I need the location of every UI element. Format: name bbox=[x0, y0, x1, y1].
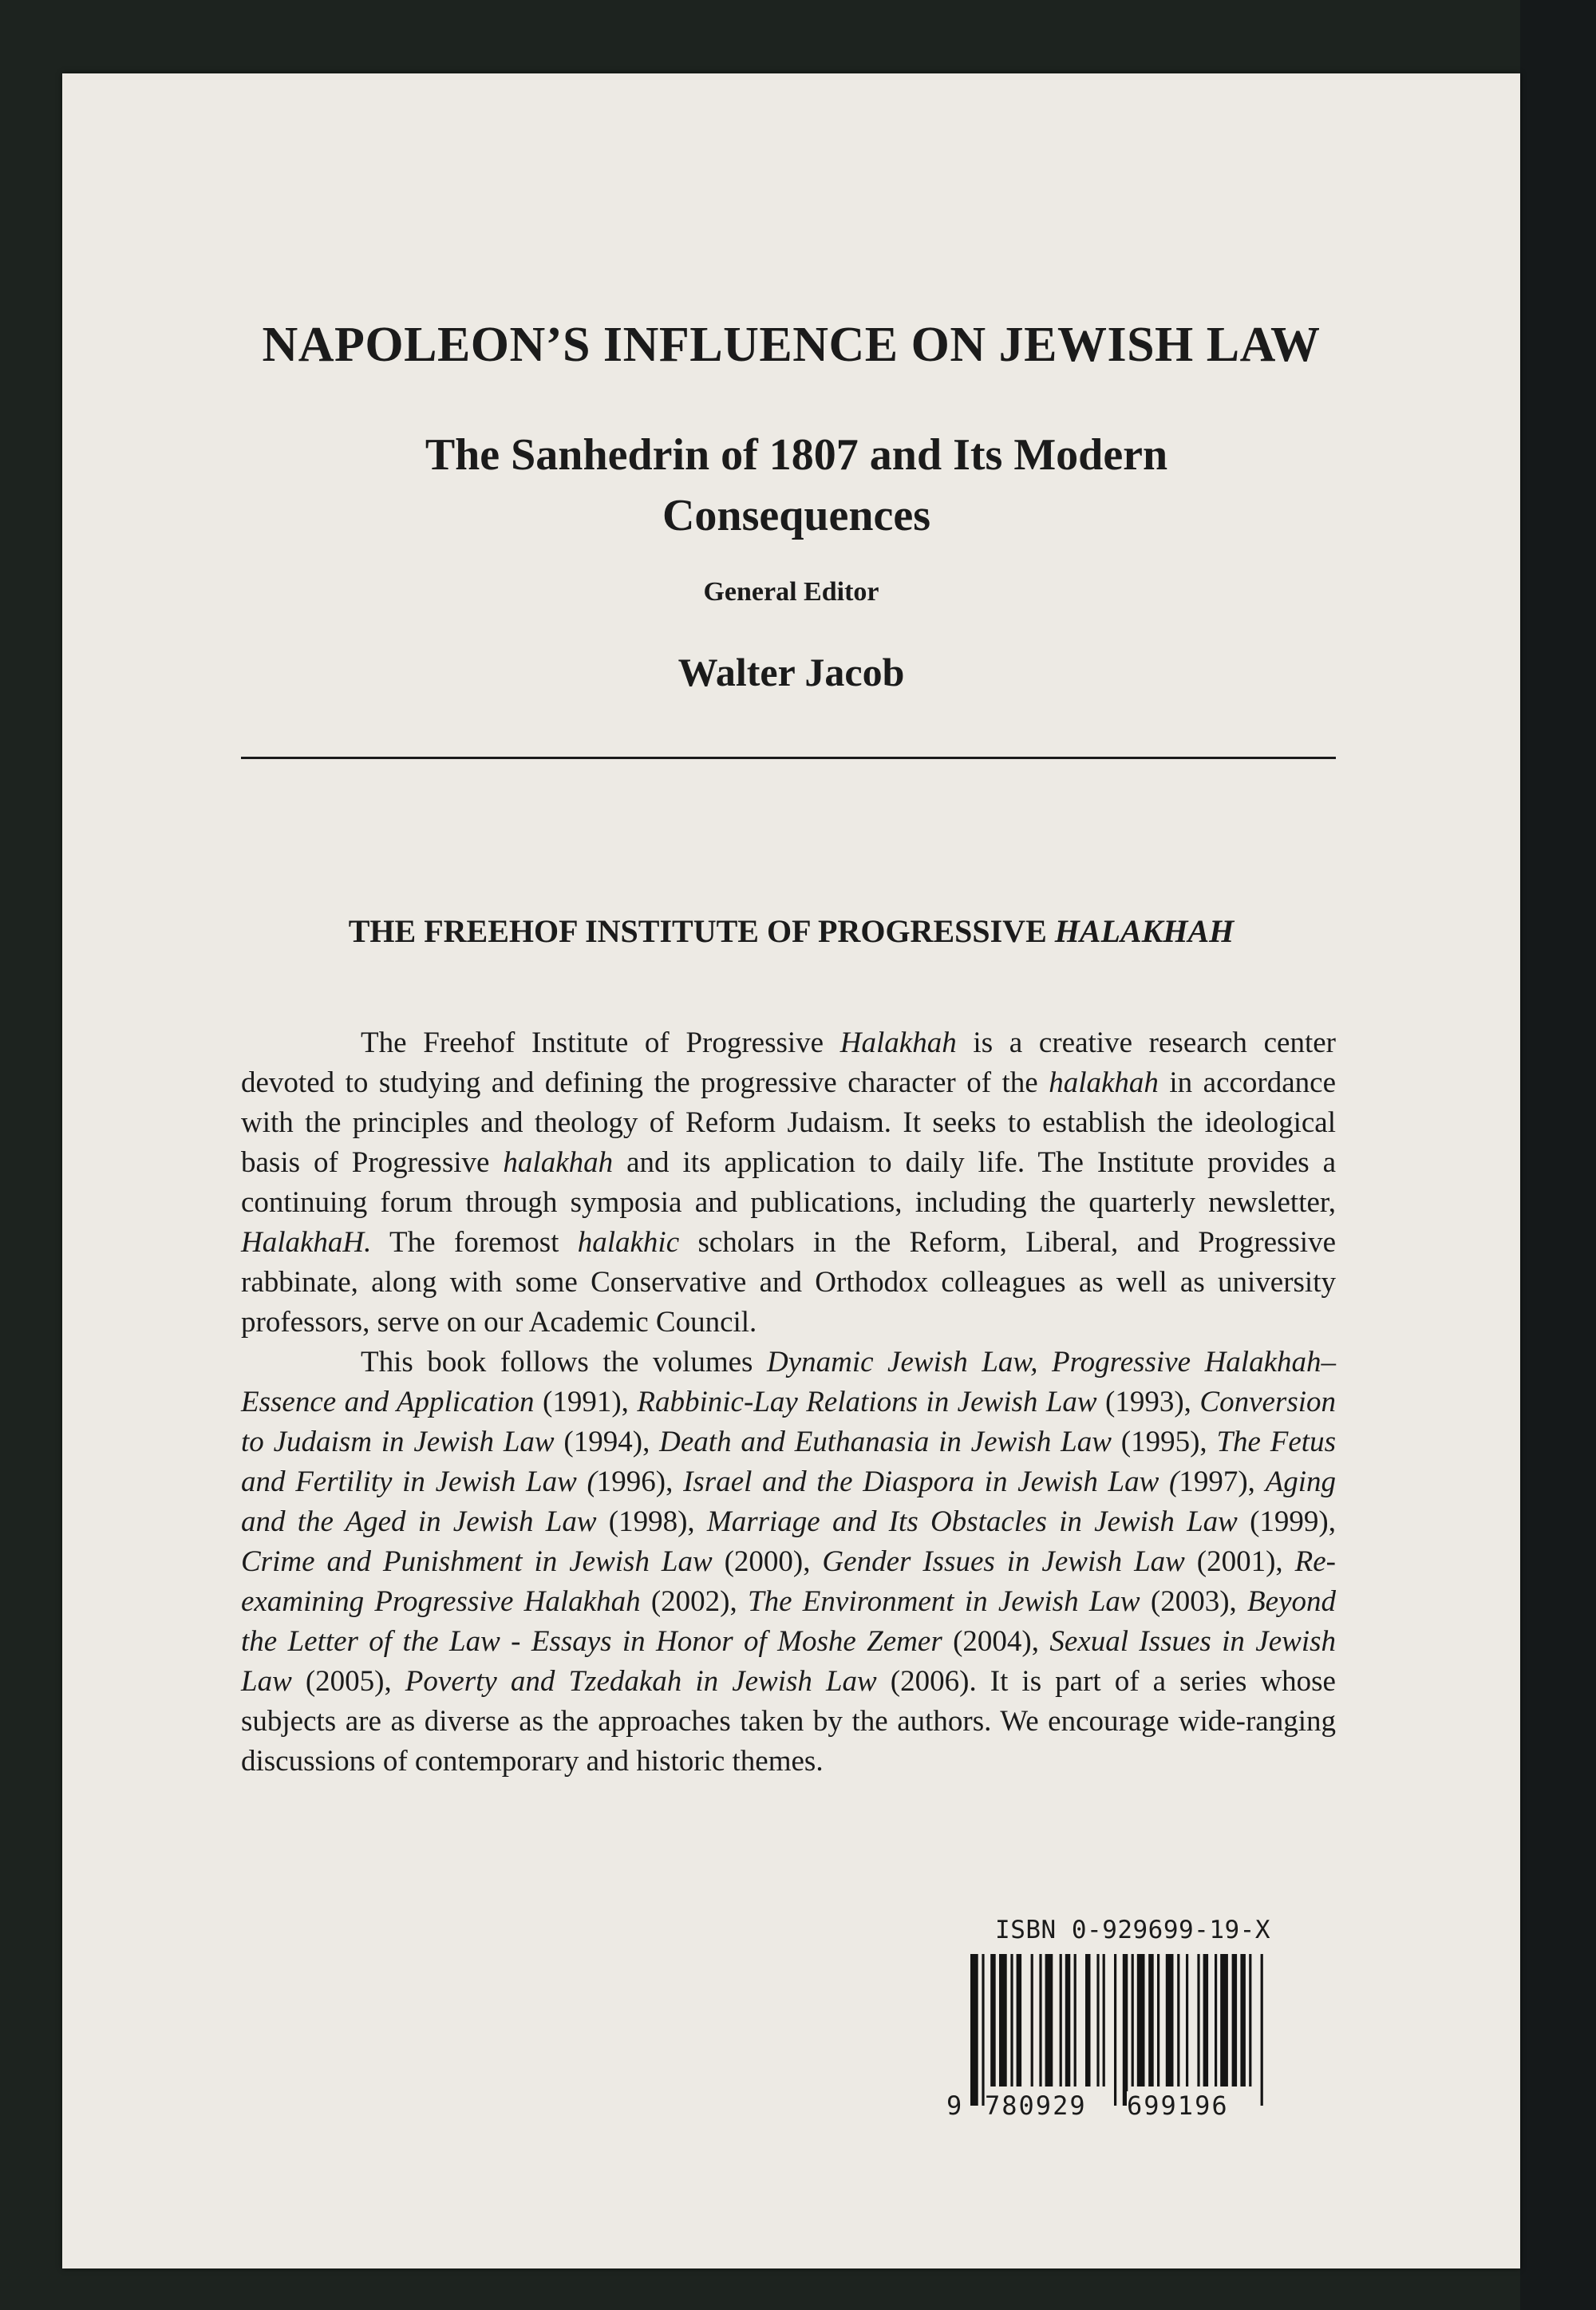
italic-title-run: Rabbinic-Lay Relations in Jewish Law bbox=[637, 1386, 1097, 1418]
text-run: (2006). It is part of a series whose subjects are as diverse as the approaches taken by the authors. We encourage wide-ranging discussions of contemporary and historic themes. bbox=[241, 1665, 1336, 1778]
italic-title-run: The Environment in Jewish Law bbox=[748, 1585, 1140, 1618]
barcode-bar bbox=[1186, 1954, 1188, 2087]
barcode-bar bbox=[999, 1954, 1007, 2087]
italic-title-run: Poverty and Tzedakah in Jewish Law bbox=[405, 1665, 877, 1698]
barcode-bar bbox=[1177, 1954, 1179, 2087]
barcode-bar bbox=[1220, 1954, 1228, 2087]
text-run: 1996), bbox=[596, 1466, 684, 1498]
italic-title-run: Beyond the Letter of the Law - Essays in Honor of Moshe Zemer bbox=[241, 1585, 1336, 1658]
barcode-bar bbox=[1240, 1954, 1246, 2087]
barcode-bar bbox=[1031, 1954, 1033, 2087]
editor-label: General Editor bbox=[703, 577, 879, 607]
barcode-digits-right: 699196 bbox=[1127, 2090, 1229, 2121]
barcode-bar bbox=[1039, 1954, 1041, 2087]
text-run: The foremost bbox=[371, 1226, 578, 1259]
isbn-block bbox=[946, 1914, 1274, 2121]
barcode-bar bbox=[1074, 1954, 1077, 2087]
text-run: and its application to daily life. The Institute provides a continuing forum through symposia and publications, including the quarterly newsletter, bbox=[241, 1146, 1337, 1219]
italic-title-run: Aging and the Aged in Jewish Law bbox=[241, 1466, 1337, 1538]
description-body bbox=[241, 1023, 1336, 1782]
italic-title-run: Marriage and Its Obstacles in Jewish Law bbox=[706, 1505, 1238, 1538]
barcode-bar bbox=[1137, 1954, 1145, 2087]
barcode-bar bbox=[1123, 1954, 1128, 2106]
barcode-bar bbox=[1261, 1954, 1263, 2106]
barcode-bar bbox=[1203, 1954, 1209, 2087]
italic-title-run: Gender Issues in Jewish Law bbox=[822, 1545, 1185, 1578]
italic-title-run: Halakhah bbox=[839, 1026, 957, 1059]
barcode-bar bbox=[1166, 1954, 1174, 2087]
barcode-bar bbox=[1197, 1954, 1199, 2087]
barcode-bar bbox=[1157, 1954, 1159, 2087]
book-back-cover bbox=[62, 73, 1520, 2268]
text-run: (2005), bbox=[291, 1665, 405, 1698]
barcode bbox=[946, 1954, 1274, 2121]
barcode-bar bbox=[1103, 1954, 1105, 2087]
book-title: NAPOLEON’S INFLUENCE ON JEWISH LAW bbox=[262, 318, 1321, 372]
dark-backdrop bbox=[1520, 0, 1596, 2310]
text-run: (1994), bbox=[554, 1426, 660, 1458]
book-subtitle: The Sanhedrin of 1807 and Its Modern Consequences bbox=[425, 430, 1168, 540]
italic-title-run: halakhah bbox=[503, 1146, 614, 1179]
text-run: (1991), bbox=[534, 1386, 638, 1418]
text-run: (2003), bbox=[1140, 1585, 1248, 1618]
barcode-bar bbox=[1065, 1954, 1071, 2087]
barcode-bar bbox=[1148, 1954, 1154, 2087]
text-run: (2004), bbox=[942, 1625, 1050, 1658]
text-run: in accordance with the principles and theology of Reform Judaism. It seeks to establish the ideological basis of Progressive bbox=[241, 1066, 1336, 1179]
barcode-digit-first: 9 bbox=[946, 2090, 962, 2121]
barcode-bar bbox=[1114, 1954, 1116, 2106]
barcode-bar bbox=[1085, 1954, 1091, 2087]
text-run: (1999), bbox=[1237, 1505, 1336, 1538]
barcode-bar bbox=[1132, 1954, 1134, 2087]
text-run: (1995), bbox=[1111, 1426, 1217, 1458]
italic-title-run: The Fetus and Fertility in Jewish Law ( bbox=[241, 1426, 1336, 1498]
barcode-bar bbox=[970, 1954, 978, 2106]
text-run: 1997), bbox=[1179, 1466, 1266, 1498]
barcode-bar bbox=[1017, 1954, 1022, 2087]
barcode-bars bbox=[970, 1954, 1266, 2106]
barcode-bar bbox=[1096, 1954, 1099, 2087]
italic-title-run: halakhic bbox=[577, 1226, 680, 1259]
italic-title-run: halakhah bbox=[1049, 1066, 1159, 1099]
book-series-paragraph bbox=[241, 1343, 1336, 1782]
italic-title-run: Dynamic Jewish Law, Progressive Halakhah–Essence and Application bbox=[241, 1346, 1336, 1418]
barcode-bar bbox=[1045, 1954, 1053, 2087]
text-run: scholars in the Reform, Liberal, and Progressive rabbinate, along with some Conservative and Orthodox colleagues as well as university professors, serve on our Academic Council. bbox=[241, 1226, 1336, 1339]
text-run: The Freehof Institute of Progressive bbox=[361, 1026, 840, 1059]
institute-heading-emphasis: HALAKHAH bbox=[1054, 913, 1235, 949]
italic-title-run: Death and Euthanasia in Jewish Law bbox=[659, 1426, 1112, 1458]
institute-heading-text: THE FREEHOF INSTITUTE OF PROGRESSIVE bbox=[348, 913, 1055, 949]
text-run: This book follows the volumes bbox=[361, 1346, 767, 1378]
barcode-bar bbox=[1060, 1954, 1062, 2087]
barcode-bar bbox=[1010, 1954, 1013, 2087]
institute-description-paragraph bbox=[241, 1023, 1336, 1343]
barcode-bar bbox=[1232, 1954, 1238, 2087]
barcode-bar bbox=[990, 1954, 996, 2087]
italic-title-run: Sexual Issues in Jewish Law bbox=[241, 1625, 1336, 1698]
institute-heading bbox=[62, 910, 1520, 953]
barcode-bar bbox=[1215, 1954, 1217, 2087]
text-run: (2002), bbox=[640, 1585, 749, 1618]
horizontal-divider bbox=[241, 757, 1336, 759]
italic-title-run: Conversion to Judaism in Jewish Law bbox=[241, 1386, 1336, 1458]
editor-name: Walter Jacob bbox=[678, 650, 905, 694]
barcode-digits-left: 780929 bbox=[985, 2090, 1087, 2121]
italic-title-run: HalakhaH. bbox=[241, 1226, 372, 1259]
italic-title-run: Israel and the Diaspora in Jewish Law ( bbox=[683, 1466, 1179, 1498]
barcode-bar bbox=[982, 1954, 984, 2106]
isbn-label: ISBN 0-929699-19-X bbox=[995, 1916, 1270, 1944]
barcode-bar bbox=[1249, 1954, 1251, 2087]
italic-title-run: Crime and Punishment in Jewish Law bbox=[241, 1545, 713, 1578]
text-run: is a creative research center devoted to studying and defining the progressive character of the bbox=[241, 1026, 1336, 1099]
text-run: (1998), bbox=[596, 1505, 707, 1538]
text-run: (2000), bbox=[712, 1545, 823, 1578]
italic-title-run: Re-examining Progressive Halakhah bbox=[241, 1545, 1336, 1618]
text-run: (1993), bbox=[1096, 1386, 1200, 1418]
text-run: (2001), bbox=[1184, 1545, 1295, 1578]
